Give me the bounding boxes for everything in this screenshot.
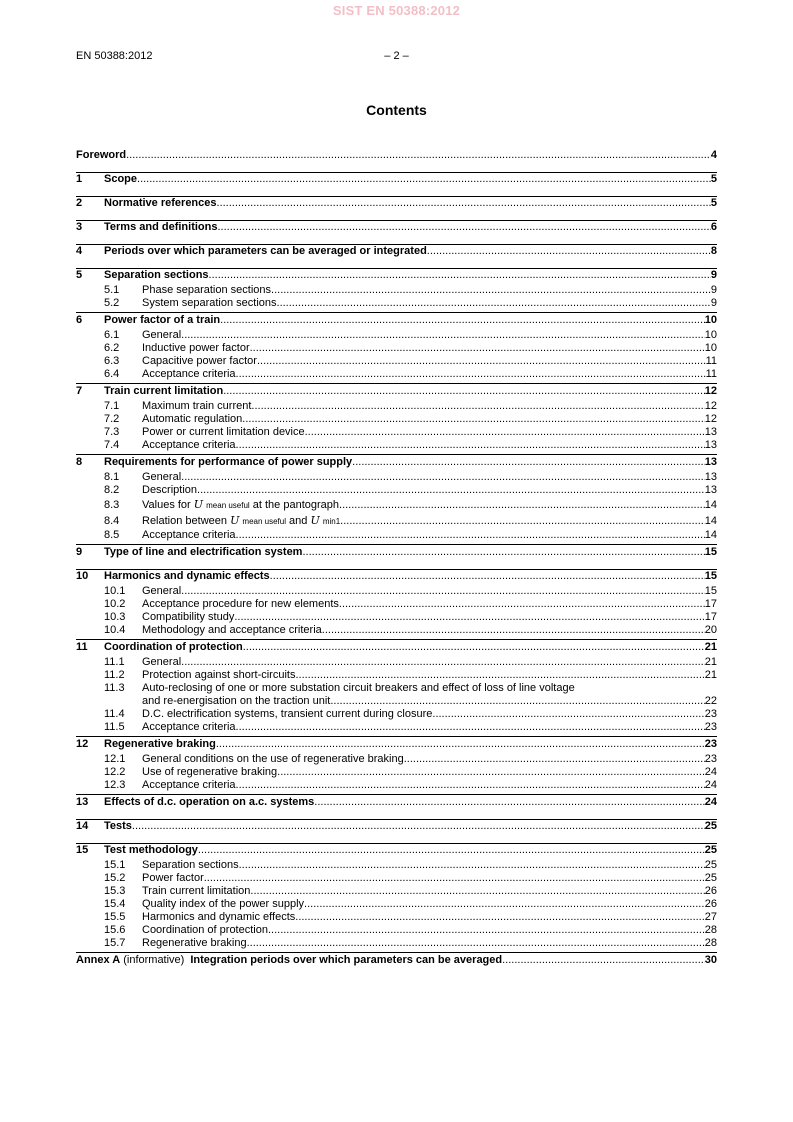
toc-entry-page: 24 xyxy=(704,796,717,808)
toc-leader-dots xyxy=(220,314,705,327)
toc-subentry-page: 22 xyxy=(704,695,717,707)
toc-subentry[interactable] xyxy=(76,471,717,484)
math-symbol: U xyxy=(193,498,204,511)
toc-subentry[interactable] xyxy=(76,297,717,310)
toc-subentry-number: 8.1 xyxy=(104,471,120,483)
toc-entry-number: 10 xyxy=(76,570,89,582)
toc-subentry[interactable] xyxy=(76,439,717,452)
toc-entry-number: 12 xyxy=(76,738,89,750)
toc-subentry-number: 11.3 xyxy=(104,682,125,694)
toc-leader-dots xyxy=(236,529,705,542)
toc-subentry-number: 5.2 xyxy=(104,297,120,309)
toc-subentry-title: Power factor xyxy=(142,872,204,884)
toc-subentry-number: 7.2 xyxy=(104,413,120,425)
toc-subentry-number: 15.2 xyxy=(104,872,126,884)
toc-entry-page: 13 xyxy=(704,456,717,468)
toc-entry-section-11[interactable] xyxy=(76,639,717,654)
toc-entry-title: Effects of d.c. operation on a.c. systems xyxy=(104,796,315,808)
toc-subentry-page: 14 xyxy=(704,529,717,541)
toc-leader-dots xyxy=(251,400,704,413)
toc-subentry-page: 9 xyxy=(710,297,717,309)
toc-entry-title: Regenerative braking xyxy=(104,738,216,750)
toc-entry-page: 15 xyxy=(704,570,717,582)
toc-entry-page: 6 xyxy=(710,221,717,233)
toc-entry-number: 1 xyxy=(76,173,83,185)
toc-subentry-number: 6.2 xyxy=(104,342,120,354)
toc-subentry[interactable] xyxy=(76,898,717,911)
toc-entry-section-15[interactable] xyxy=(76,843,717,857)
toc-entry-section-1[interactable] xyxy=(76,172,717,186)
title-text-segment: and xyxy=(286,515,311,527)
toc-subentry-title: Auto-reclosing of one or more substation circuit breakers and effect of loss of line voltage xyxy=(142,682,575,694)
toc-subentry[interactable] xyxy=(76,400,717,413)
toc-subentry-number: 8.4 xyxy=(104,515,120,527)
toc-subentry-multiline[interactable] xyxy=(76,682,717,695)
toc-entry-page: 5 xyxy=(710,173,717,185)
toc-subentry[interactable] xyxy=(76,497,717,513)
toc-leader-dots xyxy=(181,329,705,342)
toc-leader-dots xyxy=(502,954,705,967)
toc-subentry-page: 11 xyxy=(705,355,717,367)
toc-entry-page: 25 xyxy=(704,820,717,832)
toc-subentry-title: Acceptance criteria xyxy=(142,721,236,733)
toc-leader-dots xyxy=(209,269,711,282)
toc-subentry-number: 7.1 xyxy=(104,400,120,412)
toc-entry-title: Periods over which parameters can be averaged or integrated xyxy=(104,245,427,257)
toc-subentry-page: 12 xyxy=(704,400,717,412)
toc-entry-page: 5 xyxy=(710,197,717,209)
toc-leader-dots xyxy=(339,598,705,611)
toc-leader-dots xyxy=(198,844,705,857)
toc-subentry[interactable] xyxy=(76,598,717,611)
toc-subentry-page: 14 xyxy=(704,515,717,527)
toc-subentry-page: 25 xyxy=(704,859,717,871)
toc-entry-title: Requirements for performance of power supply xyxy=(104,456,353,468)
toc-entry-page: 25 xyxy=(704,844,717,856)
toc-entry-title: Foreword xyxy=(76,149,127,161)
toc-subentry[interactable] xyxy=(76,513,717,529)
toc-leader-dots xyxy=(236,439,705,452)
toc-subentry-title: General xyxy=(142,329,182,341)
toc-leader-dots xyxy=(132,820,705,833)
toc-subentry-title: Separation sections xyxy=(142,859,239,871)
toc-subentry-title: Use of regenerative braking xyxy=(142,766,278,778)
toc-leader-dots xyxy=(242,413,704,426)
toc-leader-dots xyxy=(305,426,705,439)
toc-subentry-number: 12.2 xyxy=(104,766,126,778)
toc-subentry-title xyxy=(142,513,340,529)
toc-entry-section-10[interactable] xyxy=(76,569,717,583)
toc-subentry-title: D.C. electrification systems, transient current during closure xyxy=(142,708,433,720)
toc-subentry[interactable] xyxy=(76,284,717,297)
toc-subentry-page: 13 xyxy=(704,471,717,483)
toc-entry-title: Type of line and electrification system xyxy=(104,546,303,558)
toc-entry-number: 6 xyxy=(76,314,83,326)
toc-subentry-title: Methodology and acceptance criteria xyxy=(142,624,322,636)
toc-entry-section-9[interactable] xyxy=(76,544,717,559)
toc-subentry-page: 20 xyxy=(704,624,717,636)
toc-entry-section-5[interactable] xyxy=(76,268,717,282)
toc-subentry-title xyxy=(142,497,339,513)
toc-subentry-title: General xyxy=(142,471,182,483)
toc-leader-dots xyxy=(295,911,704,924)
page-title: Contents xyxy=(366,102,427,118)
toc-entry-title: Harmonics and dynamic effects xyxy=(104,570,270,582)
toc-leader-dots xyxy=(257,355,706,368)
toc-leader-dots xyxy=(427,245,711,258)
toc-subentry-title: General conditions on the use of regenerative braking xyxy=(142,753,404,765)
title-text-segment: Values for xyxy=(142,499,194,511)
toc-subentry-page: 24 xyxy=(704,779,717,791)
toc-subentry-number: 11.5 xyxy=(104,721,125,733)
toc-subentry-title: Harmonics and dynamic effects xyxy=(142,911,296,923)
toc-subentry-page: 26 xyxy=(704,885,717,897)
toc-entry-number: 5 xyxy=(76,269,83,281)
toc-entry-number: 14 xyxy=(76,820,89,832)
toc-subentry-page: 24 xyxy=(704,766,717,778)
toc-subentry-number: 12.3 xyxy=(104,779,126,791)
toc-subentry-number: 15.6 xyxy=(104,924,126,936)
math-symbol: U xyxy=(230,514,240,527)
toc-leader-dots xyxy=(126,149,711,162)
table-of-contents xyxy=(76,149,717,967)
toc-subentry-title: Regenerative braking xyxy=(142,937,247,949)
toc-subentry-page: 28 xyxy=(704,937,717,949)
toc-leader-dots xyxy=(197,484,705,497)
toc-leader-dots xyxy=(234,611,704,624)
toc-leader-dots xyxy=(247,937,705,950)
toc-leader-dots xyxy=(271,284,711,297)
toc-subentry-number: 5.1 xyxy=(104,284,120,296)
toc-leader-dots xyxy=(223,385,705,398)
toc-subentry-number: 15.5 xyxy=(104,911,126,923)
toc-leader-dots xyxy=(277,297,711,310)
toc-entry-number: 4 xyxy=(76,245,83,257)
toc-leader-dots xyxy=(236,721,705,734)
toc-subentry-number: 12.1 xyxy=(104,753,126,765)
toc-entry-number: 15 xyxy=(76,844,89,856)
toc-subentry[interactable] xyxy=(76,656,717,669)
toc-subentry-title: Capacitive power factor xyxy=(142,355,257,367)
toc-subentry-page: 27 xyxy=(704,911,717,923)
toc-entry-page: 10 xyxy=(704,314,717,326)
toc-subentry[interactable] xyxy=(76,529,717,542)
toc-subentry[interactable] xyxy=(76,708,717,721)
toc-subentry[interactable] xyxy=(76,611,717,624)
math-subscript: mean useful xyxy=(206,501,250,510)
toc-subentry-title: Maximum train current xyxy=(142,400,252,412)
math-subscript: min1 xyxy=(322,517,341,526)
toc-entry-title: Train current limitation xyxy=(104,385,224,397)
toc-entry-section-13[interactable] xyxy=(76,794,717,809)
toc-subentry[interactable] xyxy=(76,779,717,792)
toc-entry-annex-a[interactable] xyxy=(76,952,717,967)
toc-subentry-title: Coordination of protection xyxy=(142,924,268,936)
toc-subentry[interactable] xyxy=(76,342,717,355)
toc-leader-dots xyxy=(204,872,705,885)
toc-subentry-number: 10.2 xyxy=(104,598,126,610)
toc-leader-dots xyxy=(322,624,705,637)
toc-subentry-number: 11.4 xyxy=(104,708,125,720)
toc-subentry[interactable] xyxy=(76,753,717,766)
toc-subentry-number: 8.3 xyxy=(104,499,120,511)
math-symbol: U xyxy=(310,514,320,527)
toc-subentry[interactable] xyxy=(76,484,717,497)
toc-entry-page: 21 xyxy=(704,641,717,653)
toc-subentry-title: Acceptance criteria xyxy=(142,529,236,541)
toc-subentry-page: 28 xyxy=(704,924,717,936)
toc-subentry-page: 14 xyxy=(704,499,717,511)
page-number: – 2 – xyxy=(384,50,409,62)
toc-subentry-number: 15.4 xyxy=(104,898,126,910)
toc-subentry[interactable] xyxy=(76,329,717,342)
toc-subentry[interactable] xyxy=(76,885,717,898)
toc-subentry-title: Automatic regulation xyxy=(142,413,243,425)
toc-subentry-number: 6.3 xyxy=(104,355,120,367)
toc-entry-section-2[interactable] xyxy=(76,196,717,210)
toc-entry-foreword[interactable] xyxy=(76,149,717,162)
toc-subentry-number: 6.4 xyxy=(104,368,120,380)
toc-leader-dots xyxy=(404,753,705,766)
watermark: SIST EN 50388:2012 xyxy=(332,3,461,18)
toc-subentry-number: 15.3 xyxy=(104,885,126,897)
toc-leader-dots xyxy=(432,708,704,721)
toc-subentry-number: 8.2 xyxy=(104,484,120,496)
toc-subentry-number: 7.4 xyxy=(104,439,120,451)
toc-subentry-page: 23 xyxy=(704,753,717,765)
toc-subentry-title: Compatibility study xyxy=(142,611,235,623)
toc-subentry-page: 23 xyxy=(704,721,717,733)
toc-subentry-page: 15 xyxy=(704,585,717,597)
toc-subentry[interactable] xyxy=(76,368,717,381)
toc-leader-dots xyxy=(217,197,711,210)
toc-entry-page: 12 xyxy=(704,385,717,397)
toc-subentry[interactable] xyxy=(76,721,717,734)
toc-entry-page: 9 xyxy=(710,269,717,281)
toc-entry-title: Terms and definitions xyxy=(104,221,218,233)
toc-leader-dots xyxy=(243,641,705,654)
toc-leader-dots xyxy=(268,924,705,937)
toc-subentry-title: Protection against short-circuits xyxy=(142,669,296,681)
toc-entry-section-8[interactable] xyxy=(76,454,717,469)
toc-entry-section-3[interactable] xyxy=(76,220,717,234)
toc-subentry-title: and re-energisation on the traction unit xyxy=(142,695,331,707)
toc-subentry-page: 13 xyxy=(704,426,717,438)
toc-subentry[interactable] xyxy=(76,872,717,885)
toc-leader-dots xyxy=(277,766,705,779)
toc-subentry[interactable] xyxy=(76,924,717,937)
toc-subentry[interactable] xyxy=(76,624,717,637)
toc-entry-title: Scope xyxy=(104,173,138,185)
toc-entry-number: 11 xyxy=(76,641,88,653)
toc-subentry[interactable] xyxy=(76,355,717,368)
toc-subentry-page: 11 xyxy=(705,368,717,380)
toc-subentry-number: 8.5 xyxy=(104,529,120,541)
toc-subentry-continuation[interactable] xyxy=(76,695,717,708)
toc-subentry-page: 10 xyxy=(704,342,717,354)
toc-subentry-page: 25 xyxy=(704,872,717,884)
toc-entry-page: 4 xyxy=(710,149,717,161)
toc-subentry-page: 23 xyxy=(704,708,717,720)
toc-entry-title: Tests xyxy=(104,820,132,832)
toc-subentry-number: 7.3 xyxy=(104,426,120,438)
toc-leader-dots xyxy=(352,456,705,469)
toc-entry-title: Normative references xyxy=(104,197,217,209)
toc-entry-number: 2 xyxy=(76,197,83,209)
toc-subentry-number: 10.4 xyxy=(104,624,126,636)
toc-leader-dots xyxy=(304,898,705,911)
toc-subentry-number: 11.2 xyxy=(104,669,125,681)
toc-subentry-page: 17 xyxy=(704,598,717,610)
title-text-segment: at the pantograph xyxy=(249,499,340,511)
toc-leader-dots xyxy=(250,342,705,355)
toc-subentry[interactable] xyxy=(76,859,717,872)
toc-leader-dots xyxy=(181,585,705,598)
toc-subentry-page: 26 xyxy=(704,898,717,910)
toc-entry-title: Integration periods over which parameters can be averaged xyxy=(190,954,503,966)
toc-leader-dots xyxy=(181,656,705,669)
toc-entry-number: 8 xyxy=(76,456,83,468)
toc-leader-dots xyxy=(239,859,705,872)
toc-leader-dots xyxy=(217,221,710,234)
toc-subentry-page: 21 xyxy=(704,669,717,681)
toc-entry-number: 13 xyxy=(76,796,89,808)
toc-subentry[interactable] xyxy=(76,585,717,598)
toc-subentry-page: 13 xyxy=(704,439,717,451)
annex-qualifier: (informative) xyxy=(123,954,185,966)
toc-subentry-title: Acceptance criteria xyxy=(142,368,236,380)
toc-entry-title: Coordination of protection xyxy=(104,641,243,653)
toc-subentry-page: 10 xyxy=(704,329,717,341)
toc-subentry-title: General xyxy=(142,585,182,597)
math-subscript: mean useful xyxy=(242,517,286,526)
toc-subentry-page: 9 xyxy=(710,284,717,296)
toc-leader-dots xyxy=(302,546,704,559)
toc-subentry-page: 12 xyxy=(704,413,717,425)
toc-entry-section-7[interactable] xyxy=(76,383,717,398)
toc-entry-section-4[interactable] xyxy=(76,244,717,258)
toc-leader-dots xyxy=(236,779,705,792)
toc-subentry-title: Acceptance procedure for new elements xyxy=(142,598,339,610)
toc-subentry-page: 17 xyxy=(704,611,717,623)
toc-entry-title: Separation sections xyxy=(104,269,209,281)
toc-subentry-number: 15.1 xyxy=(104,859,126,871)
toc-subentry-title: Description xyxy=(142,484,198,496)
toc-leader-dots xyxy=(250,885,704,898)
toc-subentry-title: System separation sections xyxy=(142,297,277,309)
title-text-segment: Relation between xyxy=(142,515,231,527)
toc-entry-section-14[interactable] xyxy=(76,819,717,833)
toc-subentry-page: 13 xyxy=(704,484,717,496)
toc-subentry-title: Acceptance criteria xyxy=(142,439,236,451)
toc-subentry[interactable] xyxy=(76,766,717,779)
document-id: EN 50388:2012 xyxy=(76,50,153,62)
toc-leader-dots xyxy=(339,498,705,513)
toc-subentry-title: Train current limitation xyxy=(142,885,251,897)
toc-entry-page: 15 xyxy=(704,546,717,558)
toc-entry-number: 3 xyxy=(76,221,83,233)
toc-leader-dots xyxy=(330,695,704,708)
toc-entry-number: 9 xyxy=(76,546,83,558)
toc-subentry-title: Acceptance criteria xyxy=(142,779,236,791)
toc-subentry-title: Inductive power factor xyxy=(142,342,250,354)
toc-leader-dots xyxy=(216,738,705,751)
toc-subentry[interactable] xyxy=(76,426,717,439)
toc-subentry[interactable] xyxy=(76,413,717,426)
toc-entry-page: 30 xyxy=(704,954,717,966)
toc-leader-dots xyxy=(236,368,706,381)
toc-entry-title: Test methodology xyxy=(104,844,198,856)
toc-subentry[interactable] xyxy=(76,937,717,950)
toc-leader-dots xyxy=(137,173,711,186)
toc-entry-page: 8 xyxy=(710,245,717,257)
toc-leader-dots xyxy=(340,514,705,529)
toc-subentry[interactable] xyxy=(76,669,717,682)
toc-entry-title: Power factor of a train xyxy=(104,314,221,326)
toc-subentry-title: Quality index of the power supply xyxy=(142,898,305,910)
toc-subentry-number: 10.1 xyxy=(104,585,126,597)
toc-entry-number: 7 xyxy=(76,385,83,397)
toc-leader-dots xyxy=(181,471,705,484)
toc-subentry-number: 11.1 xyxy=(104,656,125,668)
toc-entry-section-6[interactable] xyxy=(76,312,717,327)
toc-subentry[interactable] xyxy=(76,911,717,924)
toc-subentry-title: General xyxy=(142,656,182,668)
toc-leader-dots xyxy=(270,570,705,583)
toc-subentry-page: 21 xyxy=(704,656,717,668)
annex-label: Annex A xyxy=(76,954,121,966)
toc-subentry-title: Phase separation sections xyxy=(142,284,272,296)
toc-subentry-number: 15.7 xyxy=(104,937,126,949)
toc-subentry-title: Power or current limitation device xyxy=(142,426,305,438)
toc-subentry-number: 6.1 xyxy=(104,329,120,341)
toc-entry-page: 23 xyxy=(704,738,717,750)
toc-leader-dots xyxy=(314,796,704,809)
toc-leader-dots xyxy=(295,669,704,682)
toc-entry-section-12[interactable] xyxy=(76,736,717,751)
toc-subentry-number: 10.3 xyxy=(104,611,126,623)
